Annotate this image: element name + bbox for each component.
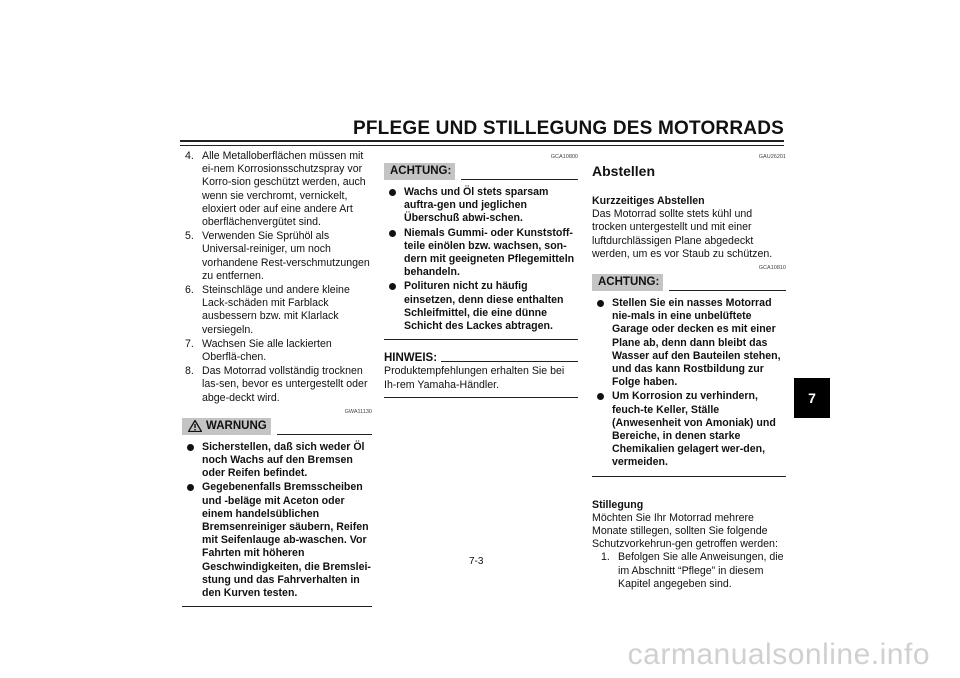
list-item: Sicherstellen, daß sich weder Öl noch Wachs auf den Bremsen oder Reifen befindet. <box>182 441 372 481</box>
column-right <box>592 150 786 592</box>
bullet-icon <box>187 484 194 491</box>
bullet-icon <box>389 189 396 196</box>
section-title: Abstellen <box>592 163 656 179</box>
list-item: Niemals Gummi- oder Kunststoff-teile einölen bzw. wachsen, son-dern mit geeigneten Pflegemitteln behandeln. <box>384 227 578 280</box>
reference-code: GCA10800 <box>550 154 578 160</box>
list-item: 1. Befolgen Sie alle Anweisungen, die im Abschnitt “Pflege” in diesem Kapitel angegeben sind. <box>601 551 784 590</box>
paragraph: Das Motorrad sollte stets kühl und trocken untergestellt und mit einer luftdurchlässigen Plane abgedeckt werden, um es vor Staub zu schützen. <box>592 208 773 260</box>
section-end-rule <box>182 606 372 607</box>
list-item: 5. Verwenden Sie Sprühöl als Universal-reiniger, um noch vorhandene Rest-verschmutzungen zu entfernen. <box>185 230 370 282</box>
warning-header <box>182 418 372 435</box>
page-title: PFLEGE UND STILLEGUNG DES MOTORRADS <box>352 118 784 139</box>
title-rule <box>180 140 784 142</box>
reference-code: GWA11130 <box>344 408 372 415</box>
caution-header <box>384 163 578 180</box>
caution-badge: ACHTUNG: <box>592 274 663 291</box>
subsection-title: Kurzzeitiges Abstellen <box>592 195 705 207</box>
page-number: 7-3 <box>469 556 484 567</box>
list-item: 4. Alle Metalloberflächen müssen mit ei-nem Korrosionsschutzspray vor Korro-sion geschützt werden, auch wenn sie verchromt, vernickelt, eloxiert oder auf eine andere Art oberflächenvergütet sind. <box>185 150 366 229</box>
caution-badge: ACHTUNG: <box>384 163 455 180</box>
reference-code: GCA10810 <box>758 265 786 272</box>
note-label: HINWEIS: <box>384 352 438 365</box>
bullet-icon <box>389 283 396 290</box>
bullet-icon <box>597 393 604 400</box>
section-end-rule <box>384 339 578 340</box>
section-end-rule <box>592 476 786 477</box>
list-item: Wachs und Öl stets sparsam auftra-gen und jeglichen Überschuß abwi-schen. <box>384 186 578 226</box>
warning-badge <box>182 418 271 435</box>
note-header <box>384 352 578 365</box>
section-end-rule <box>384 397 578 398</box>
list-item: Um Korrosion zu verhindern, feuch-te Keller, Ställe (Anwesenheit von Amoniak) und Bereiche, in denen starke Chemikalien gelagert wer-den, vermeiden. <box>592 390 786 469</box>
bullet-icon <box>389 230 396 237</box>
reference-code: GAU26201 <box>758 154 786 160</box>
caution-header <box>592 274 786 291</box>
note-text: Produktempfehlungen erhalten Sie bei Ih-rem Yamaha-Händler. <box>384 365 565 391</box>
watermark: carmanualsonline.info <box>627 638 930 671</box>
column-middle <box>384 150 578 398</box>
caution-list <box>384 186 578 333</box>
subsection-title: Stillegung <box>592 498 644 511</box>
list-item: 6. Steinschläge und andere kleine Lack-schäden mit Farblack ausbessern bzw. mit Klarlack versiegeln. <box>185 284 350 336</box>
storage-steps <box>598 551 786 591</box>
title-rule-thin <box>180 145 784 146</box>
caution-list <box>592 297 786 470</box>
warning-triangle-icon <box>188 420 202 432</box>
chapter-tab: 7 <box>794 378 830 418</box>
list-item: 8. Das Motorrad vollständig trocknen las-sen, bevor es untergestellt oder abge-deckt wird. <box>185 365 368 404</box>
list-item: Polituren nicht zu häufig einsetzen, denn diese enthalten Schleifmittel, die eine dünne Schicht des Lackes abtragen. <box>384 280 578 333</box>
cleaning-steps <box>182 150 372 405</box>
warning-list <box>182 441 372 600</box>
list-item: Gegebenenfalls Bremsscheiben und -beläge mit Aceton oder einem handelsüblichen Bremsenreiniger säubern, Reifen mit Seifenlauge ab-waschen. Vor Fahrten mit höheren Geschwindigkeiten, die Bremslei-stung und das Fahrverhalten in den Kurven testen. <box>182 481 372 600</box>
list-item: 7. Wachsen Sie alle lackierten Oberflä-chen. <box>185 337 332 364</box>
bullet-icon <box>187 444 194 451</box>
list-item: Stellen Sie ein nasses Motorrad nie-mals in eine unbelüftete Garage oder decken es mit einer Plane ab, denn dann bleibt das Wasser auf den Bauteilen stehen, und das kann Rostbildung zur Folge haben. <box>592 297 786 389</box>
paragraph: Möchten Sie Ihr Motorrad mehrere Monate stillegen, sollten Sie folgende Schutzvorkehrun-gen getroffen werden: <box>592 511 778 551</box>
column-left <box>182 150 372 607</box>
bullet-icon <box>597 300 604 307</box>
warning-label: WARNUNG <box>206 419 267 432</box>
